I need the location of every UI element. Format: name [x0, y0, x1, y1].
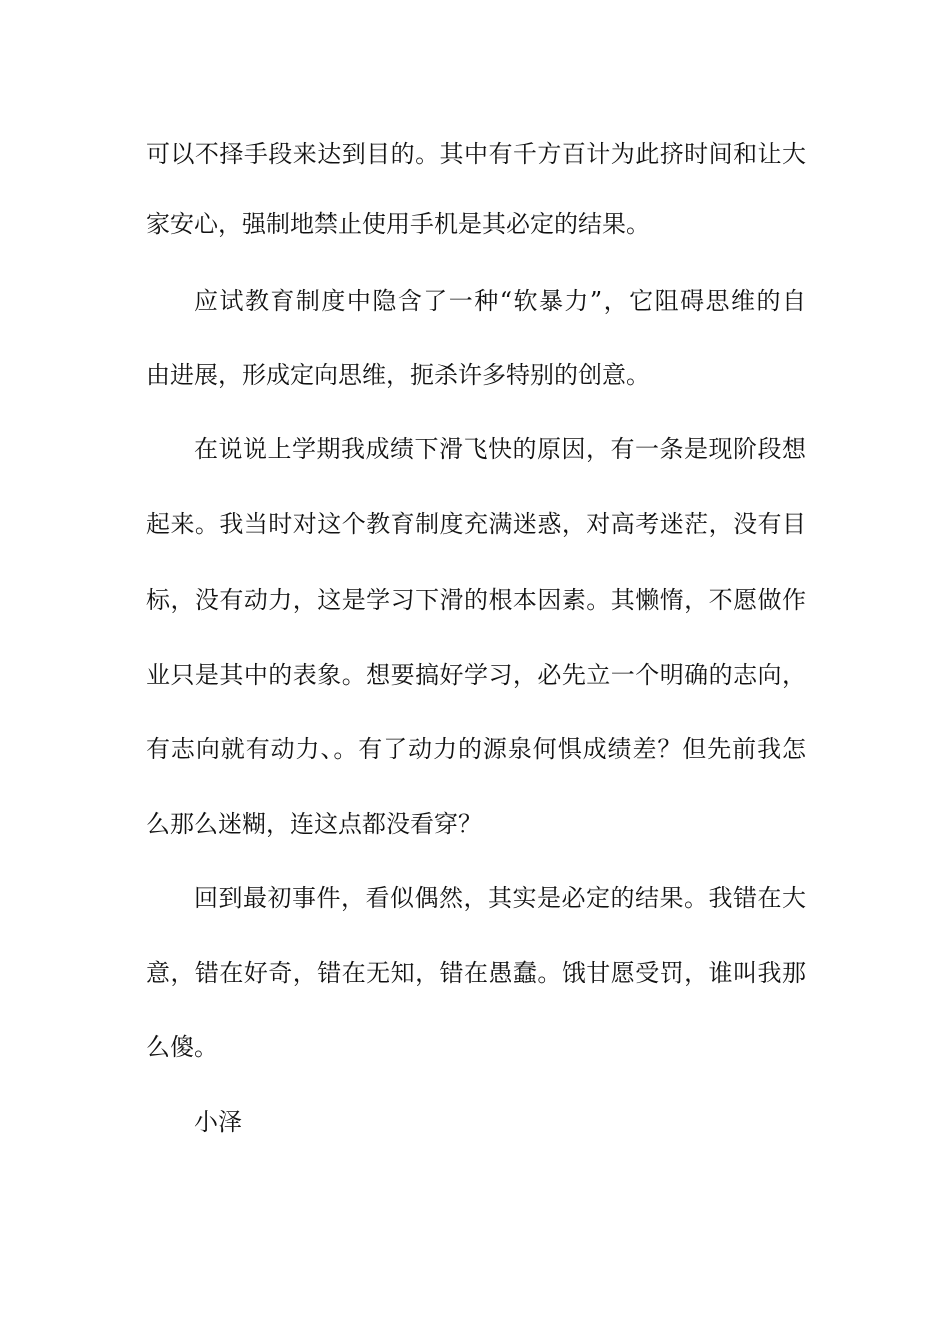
paragraph-line-11: 回到最初事件，看似偶然，其实是必定的结果。我错在大	[194, 884, 806, 912]
paragraph-line-8: 业只是其中的表象。想要搞好学习，必先立一个明确的志向，	[146, 661, 806, 689]
paragraph-line-3: 应试教育制度中隐含了一种“软暴力”，它阻碍思维的自	[194, 287, 806, 315]
paragraph-line-12: 意，错在好奇，错在无知，错在愚蠢。饿甘愿受罚，谁叫我那	[146, 959, 806, 987]
paragraph-line-13: 么傻。	[146, 1033, 218, 1061]
paragraph-line-2: 家安心，强制地禁止使用手机是其必定的结果。	[146, 210, 650, 238]
paragraph-line-10: 么那么迷糊，连这点都没看穿？	[146, 810, 482, 838]
author-signature: 小泽	[194, 1108, 242, 1136]
paragraph-line-9: 有志向就有动力、。有了动力的源泉何惧成绩差？但先前我怎	[146, 735, 806, 763]
paragraph-line-4: 由进展，形成定向思维，扼杀许多特别的创意。	[146, 361, 650, 389]
paragraph-line-7: 标，没有动力，这是学习下滑的根本因素。其懒惰，不愿做作	[146, 586, 806, 614]
paragraph-line-6: 起来。我当时对这个教育制度充满迷惑，对高考迷茫，没有目	[146, 510, 806, 538]
paragraph-line-1: 可以不择手段来达到目的。其中有千方百计为此挤时间和让大	[146, 140, 806, 168]
paragraph-line-5: 在说说上学期我成绩下滑飞快的原因，有一条是现阶段想	[194, 435, 806, 463]
